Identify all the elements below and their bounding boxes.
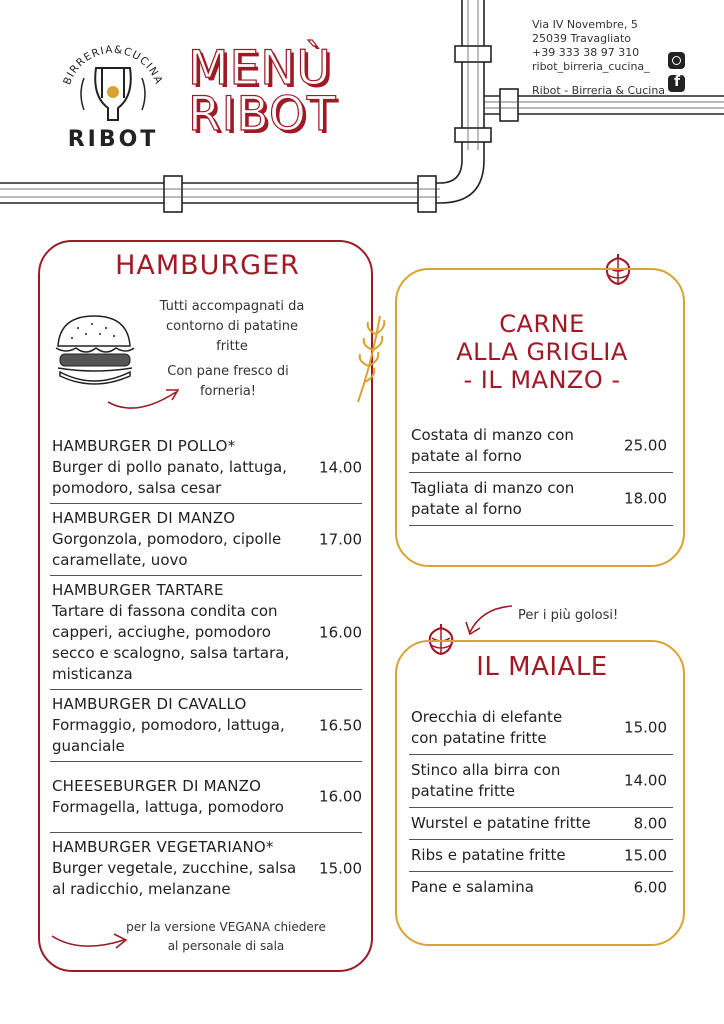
arrow-icon [50, 930, 130, 958]
menu-item [50, 762, 362, 833]
item-price: 16.50 [319, 716, 362, 734]
item-price: 15.00 [624, 846, 667, 864]
item-price: 14.00 [624, 771, 667, 790]
hamburger-title: HAMBURGER [115, 250, 300, 281]
menu-item [50, 576, 362, 690]
hamburger-intro-bread: Con pane fresco di forneria! [167, 364, 289, 399]
menu-item [50, 690, 362, 762]
address: Via IV Novembre, 5 [532, 18, 638, 31]
item-name: Wurstel e patatine fritte [411, 814, 591, 832]
item-desc: Gorgonzola, pomodoro, cipolle caramellate, uovo [52, 530, 282, 569]
menu-item [409, 808, 673, 840]
menu-item [409, 702, 673, 755]
menu-item [50, 432, 362, 504]
menu-item [409, 755, 673, 808]
item-price: 15.00 [624, 718, 667, 737]
maiale-title: IL MAIALE [476, 652, 608, 682]
facebook-page: Ribot - Birreria & Cucina [532, 84, 666, 97]
contact-info [532, 18, 665, 98]
item-desc: Formaggio, pomodoro, lattuga, guanciale [52, 716, 285, 755]
carne-title-line-1: CARNE [499, 310, 585, 338]
menu-item [409, 872, 673, 903]
item-name: HAMBURGER DI POLLO* [52, 437, 236, 455]
item-name: Stinco alla birra con patatine fritte [411, 761, 561, 800]
item-price: 25.00 [624, 436, 667, 455]
title-line-1: MENÙ [188, 41, 332, 96]
ribot-logo [54, 38, 172, 158]
golosi-note: Per i più golosi! [518, 608, 619, 623]
maiale-panel [395, 640, 685, 946]
logo-name: RIBOT [67, 127, 159, 152]
svg-text:BIRRERIA&CUCINA [61, 44, 165, 87]
carne-list [409, 420, 673, 526]
item-desc: Burger di pollo panato, lattuga, pomodoro, salsa cesar [52, 458, 287, 497]
item-name: Ribs e patatine fritte [411, 846, 566, 864]
wheat-icon [352, 312, 388, 404]
hamburger-panel [38, 240, 373, 972]
carne-title-line-3: - IL MANZO - [463, 366, 621, 394]
menu-item [50, 833, 362, 904]
item-desc: Formagella, lattuga, pomodoro [52, 798, 284, 816]
instagram-handle: ribot_birreria_cucina_ [532, 60, 650, 73]
carne-panel [395, 268, 685, 567]
hamburger-intro: Tutti accompagnati da contorno di patatine fritte [159, 299, 305, 354]
logo-arc-text: BIRRERIA&CUCINA [61, 43, 165, 87]
item-price: 18.00 [624, 489, 667, 508]
item-name: HAMBURGER DI CAVALLO [52, 695, 247, 713]
item-name: Costata di manzo con patate al forno [411, 426, 574, 465]
item-desc: Tartare di fassona condita con capperi, acciughe, pomodoro secco e scalogno, salsa tartara, misticanza [52, 602, 290, 683]
item-price: 14.00 [319, 458, 362, 476]
item-name: Orecchia di elefante con patatine fritte [411, 708, 563, 747]
phone: +39 333 38 97 310 [532, 46, 640, 59]
item-name: HAMBURGER TARTARE [52, 581, 224, 599]
carne-title-line-2: ALLA GRIGLIA [456, 338, 628, 366]
carne-title [397, 310, 687, 394]
arrow-icon [106, 378, 186, 414]
item-price: 6.00 [633, 878, 667, 896]
vegan-note: per la versione VEGANA chiedere al personale di sala [126, 920, 326, 953]
maiale-list [409, 702, 673, 903]
menu-item [409, 473, 673, 526]
instagram-icon [668, 52, 685, 69]
item-desc: Burger vegetale, zucchine, salsa al radicchio, melanzane [52, 859, 297, 898]
menu-item [409, 840, 673, 872]
item-price: 17.00 [319, 530, 362, 548]
item-name: HAMBURGER VEGETARIANO* [52, 838, 274, 856]
menu-item [50, 504, 362, 576]
item-price: 16.00 [319, 623, 362, 641]
menu-title [188, 41, 337, 142]
item-name: CHEESEBURGER DI MANZO [52, 777, 262, 795]
facebook-icon [668, 75, 685, 92]
item-price: 15.00 [319, 859, 362, 877]
city: 25039 Travagliato [532, 32, 631, 45]
arrow-icon [462, 602, 514, 638]
item-name: HAMBURGER DI MANZO [52, 509, 236, 527]
item-price: 16.00 [319, 787, 362, 806]
item-name: Tagliata di manzo con patate al forno [411, 479, 575, 518]
menu-item [409, 420, 673, 473]
item-name: Pane e salamina [411, 878, 534, 896]
title-line-2: RIBOT [188, 87, 337, 142]
hamburger-list [50, 432, 362, 904]
item-price: 8.00 [633, 814, 667, 832]
